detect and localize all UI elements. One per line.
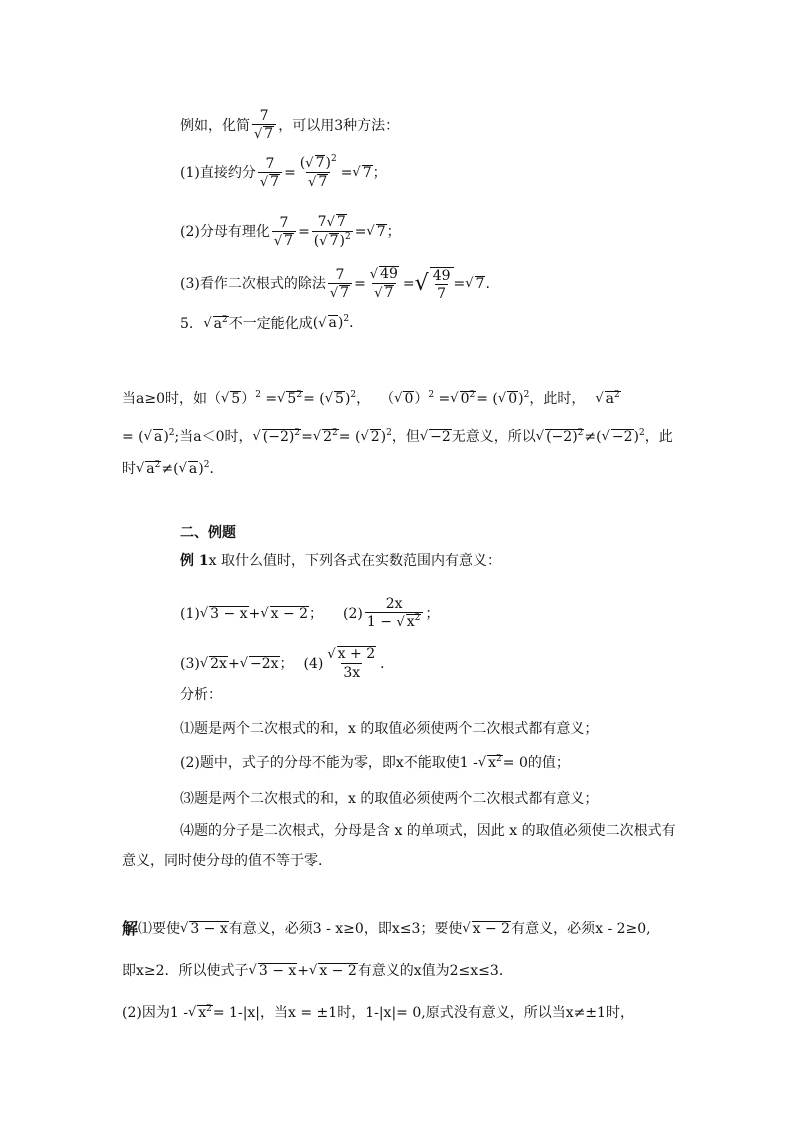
- analysis-3-text: ⑶题是两个二次根式的和，x 的取值必须使两个二次根式都有意义；: [180, 791, 599, 807]
- remark-line-3: 时 √ $a^2$ ≠( √ a )$^2$．: [122, 460, 224, 477]
- analysis-4-cont: [122, 852, 322, 870]
- analysis-3: [180, 790, 598, 808]
- method-1-line: (1)直接约分 $\frac{7}{√ 7}$ = $\frac{(√ 7)^2}{√ 7}$ = √ 7 ；: [180, 154, 387, 190]
- analysis-label: [180, 686, 222, 704]
- example-1-text: x 取什么值时，下列各式在实数范围内有意义：: [208, 553, 501, 569]
- remark-text-1: 当a≥0时，如（: [122, 391, 221, 407]
- remark-line-1: 当a≥0时，如（ √ 5 ）$^2$ = √ $5^2$ = ( √ 5 )$^2$， （ √ 0 ）$^2$ = √ $0^2$ = ( √ 0 )$^2$ ，此时， √ $a^2$: [122, 390, 620, 407]
- math-fraction: $\frac{7}{√ 7}$: [258, 156, 282, 191]
- analysis-1: [180, 720, 598, 738]
- analysis-text: 分析：: [180, 687, 222, 703]
- analysis-1-text: ⑴题是两个二次根式的和，x 的取值必须使两个二次根式都有意义；: [180, 721, 599, 737]
- solution-text-2a: 即x≥2．所以使式子: [122, 963, 249, 979]
- analysis-4-cont-text: 意义，同时使分母的值不等于零.: [122, 853, 323, 869]
- remark-but: ，但: [391, 429, 420, 445]
- item-5-line: 5. √ $a^2$ 不一定能化成 (√ a)$^2$．: [180, 314, 364, 332]
- remark-line-2: = ( √ a )$^2$ ;当a＜0时， √ $(-2)^2$ = √ $2^2$ = ( √ 2 )$^2$ ，但 √ −2 无意义，所以 √ $(-2)^2$ ≠( √ −2 )$^2$ ，此: [122, 428, 673, 445]
- math-fraction: $\frac{7}{√ 7}$: [328, 267, 352, 302]
- solution-text-1e: x - 2≥0,: [595, 921, 651, 937]
- method-1-label: (1)直接约分: [180, 165, 256, 181]
- analysis-2-text: (2)题中，式子的分母不能为零，即x不能取使: [180, 755, 460, 771]
- solution-text-1d: 有意义，必须: [511, 921, 596, 937]
- intro-tail: ，可以用3种方法：: [278, 117, 400, 134]
- example-1-parts-3-4: (3) √ 2x + √ −2x ； (4) $\frac{√ x + 2}{3x}$ ．: [180, 646, 395, 681]
- solution-text-1c: 3 - x≥0，即x≤3；要使: [312, 921, 463, 937]
- remark-ci-2: ，此: [644, 429, 673, 445]
- method-2-line: (2)分母有理化 $\frac{7}{√ 7}$ = $\frac{7√ 7}{(√ 7)^2}$ = √ 7 ；: [180, 214, 401, 249]
- solution-text-3b: ，当x = ±1时，1-|x|= 0,原式没有意义，所以当x≠±1时，: [260, 1005, 634, 1021]
- item-5-number: 5.: [180, 315, 194, 332]
- example-1-parts-1-2: (1) √ 3 − x + √ x − 2 ； (2) $\frac{2x}{1 - √ x^2}$ ；: [180, 596, 440, 630]
- remark-ci: ，此时，: [529, 391, 586, 407]
- solution-text-2b: 有意义的x值为2≤x≤3．: [357, 963, 513, 979]
- example-1-line: [180, 552, 501, 570]
- math-fraction: $\frac{7}{√ 7}$: [272, 215, 296, 250]
- method-2-label: (2)分母有理化: [180, 224, 270, 240]
- method-3-label: (3)看作二次根式的除法: [180, 276, 326, 292]
- solution-text-1b: 有意义，必须: [228, 921, 313, 937]
- example-1-label: 例 1: [180, 553, 209, 569]
- intro-line: [180, 108, 399, 143]
- item-5-text: 不一定能化成: [228, 315, 313, 332]
- remark-when: ;当a＜0时，: [174, 429, 253, 445]
- intro-text: 例如，化简: [180, 117, 250, 134]
- math-fraction: $\frac{7√ 7}{(√ 7)^2}$: [313, 214, 351, 249]
- method-3-line: (3)看作二次根式的除法 $\frac{7}{√ 7}$ = $\frac{√ 49}{√ 7}$ = √ $\frac{49}{7}$ = √ 7 .: [180, 266, 490, 302]
- remark-shi: 时: [122, 461, 136, 477]
- analysis-4: [180, 822, 676, 840]
- solution-text-3a: (2)因为: [122, 1005, 170, 1021]
- math-fraction: $\frac{√ x + 2}{3x}$: [327, 646, 376, 681]
- analysis-2: (2)题中，式子的分母不能为零，即x不能取使 1 - √ $x^2$ = 0 的值；: [180, 754, 570, 771]
- fraction-7-over-root7: $\frac{7}{√ 7}$: [252, 108, 276, 143]
- math-fraction: $\frac{2x}{1 - √ x^2}$: [365, 596, 423, 631]
- solution-line-3: (2)因为 1 - √ $x^2$ = 1-|x| ，当x = ±1时，1-|x|= 0,原式没有意义，所以当x≠±1时，: [122, 1004, 634, 1021]
- examples-heading: [180, 524, 236, 542]
- solution-text-1a: ⑴要使: [138, 921, 181, 937]
- remark-meaningless: 无意义，所以: [451, 429, 536, 445]
- heading-text: 二、例题: [180, 525, 236, 541]
- method-3-tail: .: [485, 276, 490, 292]
- math-fraction: $\frac{(√ 7)^2}{√ 7}$: [299, 154, 337, 190]
- solution-line-1: 解 ⑴要使 √ 3 − x 有意义，必须 3 - x≥0，即x≤3；要使 √ x − 2 有意义，必须 x - 2≥0,: [122, 919, 651, 938]
- solution-label: 解: [122, 919, 139, 938]
- analysis-4-text: ⑷题的分子是二次根式，分母是含 x 的单项式，因此 x 的取值必须使二次根式有: [180, 823, 676, 839]
- math-fraction: $\frac{√ 49}{√ 7}$: [369, 266, 398, 301]
- solution-line-2: 即x≥2．所以使式子 √ 3 − x + √ x − 2 有意义的x值为2≤x≤3．: [122, 963, 513, 979]
- analysis-2-end: 的值；: [527, 755, 570, 771]
